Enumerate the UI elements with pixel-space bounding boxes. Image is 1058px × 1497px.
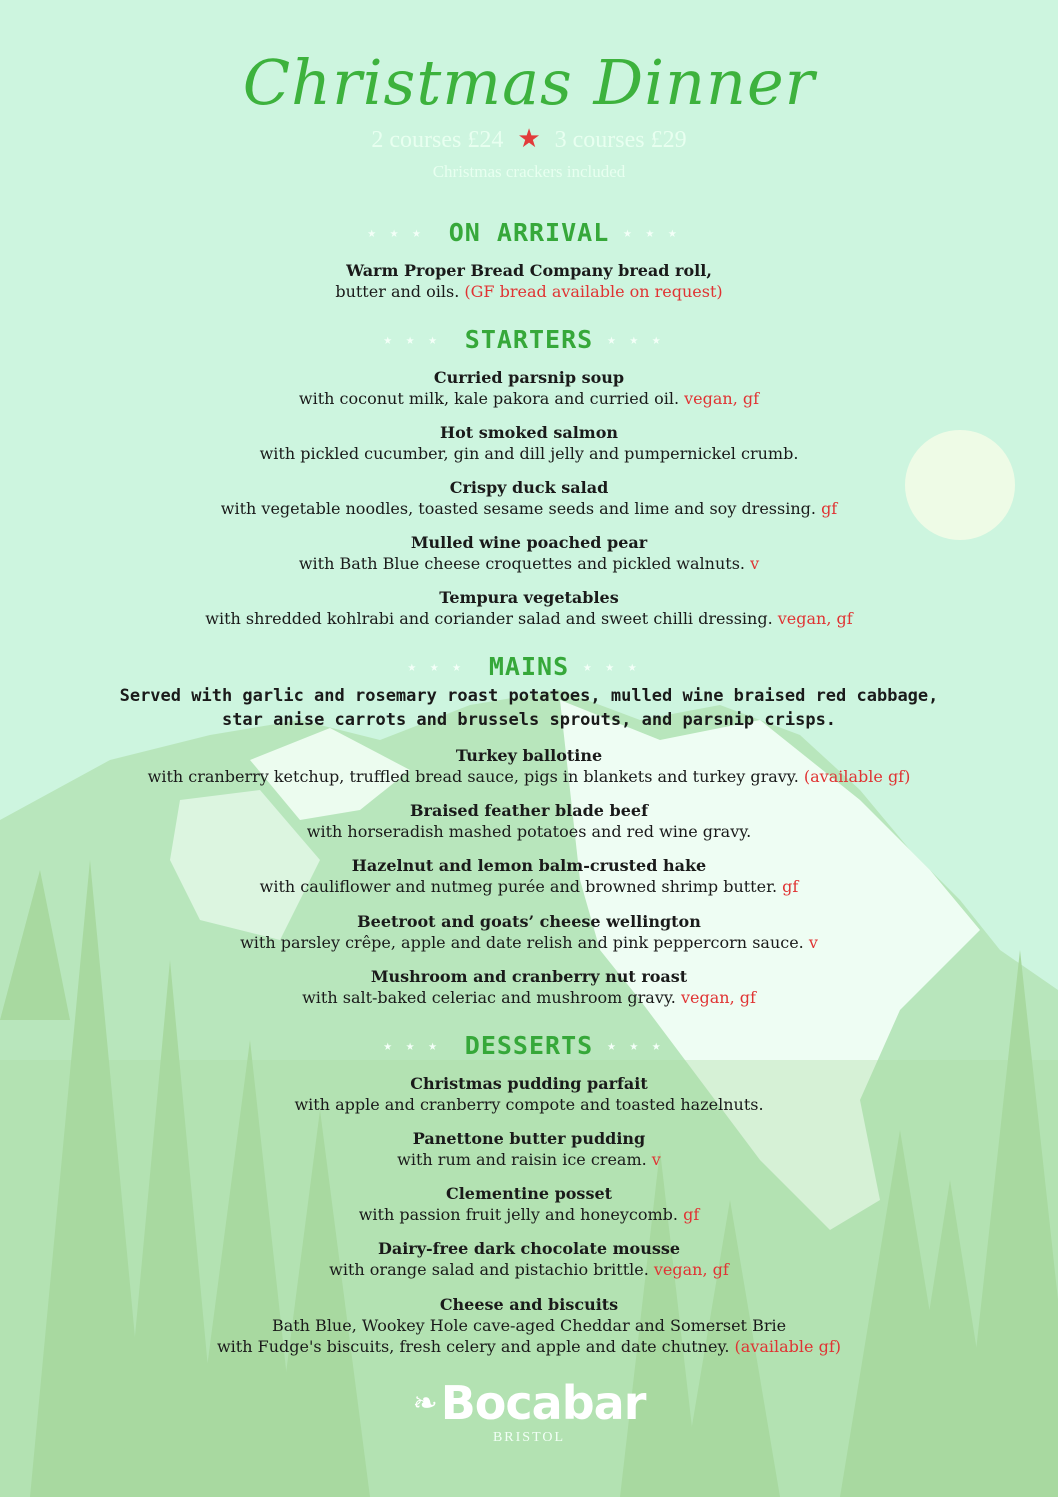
dish-name: Curried parsnip soup — [433, 368, 625, 387]
diet-tag: vegan, gf — [777, 609, 853, 628]
heading-on-arrival — [0, 218, 1058, 247]
diet-tag: (GF bread available on request) — [464, 282, 723, 301]
dish-desc: with parsley crêpe, apple and date relish and pink peppercorn sauce. v — [240, 933, 818, 952]
note-line: Served with garlic and rosemary roast potatoes, mulled wine braised red cabbage, — [119, 686, 939, 706]
menu-item — [0, 1073, 1058, 1115]
dish-desc: with Fudge's biscuits, fresh celery and apple and date chutney. (available gf) — [216, 1337, 841, 1356]
dish-name: Mulled wine poached pear — [410, 533, 648, 552]
menu-item — [0, 911, 1058, 953]
city-label: BRISTOL — [492, 1430, 566, 1445]
dish-desc: with salt-baked celeriac and mushroom gravy. vegan, gf — [302, 988, 756, 1007]
heading-mains — [0, 652, 1058, 681]
note-line: star anise carrots and brussels sprouts, and parsnip crisps. — [221, 710, 837, 730]
dish-name: Cheese and biscuits — [439, 1295, 619, 1314]
diet-tag: gf — [782, 877, 799, 896]
menu-item — [0, 422, 1058, 464]
stars-icon: ★★★ — [607, 1038, 675, 1054]
stars-icon: ★★★ — [383, 1038, 451, 1054]
dish-name: Hazelnut and lemon balm-crusted hake — [351, 856, 707, 875]
dish-desc: with coconut milk, kale pakora and curried oil. vegan, gf — [298, 389, 760, 408]
dish-name: Beetroot and goats’ cheese wellington — [357, 912, 701, 931]
three-course-price: 3 courses £29 — [554, 127, 687, 153]
dish-name: Christmas pudding parfait — [410, 1074, 648, 1093]
dish-desc: with rum and raisin ice cream. v — [397, 1150, 661, 1169]
dish-name: Braised feather blade beef — [410, 801, 648, 820]
menu-item — [0, 532, 1058, 574]
leaf-icon: ❧ — [412, 1386, 437, 1421]
price-line — [0, 124, 1058, 154]
menu-item — [0, 260, 1058, 302]
dish-desc: with orange salad and pistachio brittle. vegan, gf — [329, 1260, 729, 1279]
heading-text: DESSERTS — [464, 1031, 594, 1060]
dish-desc: with vegetable noodles, toasted sesame seeds and lime and soy dressing. gf — [220, 499, 838, 518]
dish-desc: with pickled cucumber, gin and dill jelly and pumpernickel crumb. — [259, 444, 799, 463]
heading-desserts — [0, 1031, 1058, 1060]
dish-desc: butter and oils. (GF bread available on request) — [335, 282, 723, 301]
mains-sides-note — [0, 684, 1058, 732]
diet-tag: v — [651, 1150, 661, 1169]
menu-item — [0, 1183, 1058, 1225]
diet-tag: v — [808, 933, 818, 952]
heading-text: STARTERS — [464, 325, 594, 354]
stars-icon: ★★★ — [607, 332, 675, 348]
dish-desc: with passion fruit jelly and honeycomb. gf — [358, 1205, 700, 1224]
menu-item — [0, 1128, 1058, 1170]
stars-icon: ★★★ — [583, 659, 651, 675]
brand-name: Bocabar — [440, 1376, 646, 1430]
heading-starters — [0, 325, 1058, 354]
menu-item — [0, 587, 1058, 629]
dish-desc: Bath Blue, Wookey Hole cave-aged Cheddar and Somerset Brie — [271, 1316, 787, 1335]
menu-item — [0, 477, 1058, 519]
bocabar-logo — [0, 1376, 1058, 1430]
crackers-note: Christmas crackers included — [432, 162, 626, 181]
stars-icon: ★★★ — [407, 659, 475, 675]
heading-text: ON ARRIVAL — [448, 218, 610, 247]
heading-text: MAINS — [488, 652, 570, 681]
dish-desc: with shredded kohlrabi and coriander salad and sweet chilli dressing. vegan, gf — [205, 609, 853, 628]
stars-icon: ★★★ — [383, 332, 451, 348]
two-course-price: 2 courses £24 — [371, 127, 504, 153]
dish-desc: with Bath Blue cheese croquettes and pickled walnuts. v — [298, 554, 760, 573]
dish-desc: with apple and cranberry compote and toasted hazelnuts. — [294, 1095, 764, 1114]
diet-tag: gf — [821, 499, 838, 518]
stars-icon: ★★★ — [623, 225, 691, 241]
stars-icon: ★★★ — [367, 225, 435, 241]
menu-item — [0, 367, 1058, 409]
dish-name: Turkey ballotine — [455, 746, 603, 765]
diet-tag: vegan, gf — [684, 389, 760, 408]
diet-tag: (available gf) — [734, 1337, 841, 1356]
diet-tag: (available gf) — [803, 767, 911, 786]
menu-title: Christmas Dinner — [242, 46, 816, 119]
menu-item — [0, 800, 1058, 842]
diet-tag: gf — [683, 1205, 700, 1224]
dish-name: Dairy-free dark chocolate mousse — [377, 1239, 681, 1258]
menu-item — [0, 966, 1058, 1008]
dish-desc: with horseradish mashed potatoes and red wine gravy. — [306, 822, 752, 841]
diet-tag: v — [750, 554, 760, 573]
dish-name: Tempura vegetables — [439, 588, 619, 607]
diet-tag: vegan, gf — [653, 1260, 729, 1279]
dish-name: Panettone butter pudding — [412, 1129, 646, 1148]
star-icon: ★ — [517, 124, 541, 153]
menu-item — [0, 745, 1058, 787]
menu-item — [0, 1294, 1058, 1357]
menu-item — [0, 855, 1058, 897]
diet-tag: vegan, gf — [680, 988, 756, 1007]
dish-name: Warm Proper Bread Company bread roll, — [346, 261, 712, 280]
dish-name: Hot smoked salmon — [439, 423, 619, 442]
dish-name: Mushroom and cranberry nut roast — [370, 967, 688, 986]
dish-desc: with cauliflower and nutmeg purée and browned shrimp butter. gf — [259, 877, 799, 896]
menu-item — [0, 1238, 1058, 1280]
dish-desc: with cranberry ketchup, truffled bread sauce, pigs in blankets and turkey gravy. (available gf) — [147, 767, 911, 786]
dish-name: Clementine posset — [445, 1184, 613, 1203]
dish-name: Crispy duck salad — [449, 478, 609, 497]
